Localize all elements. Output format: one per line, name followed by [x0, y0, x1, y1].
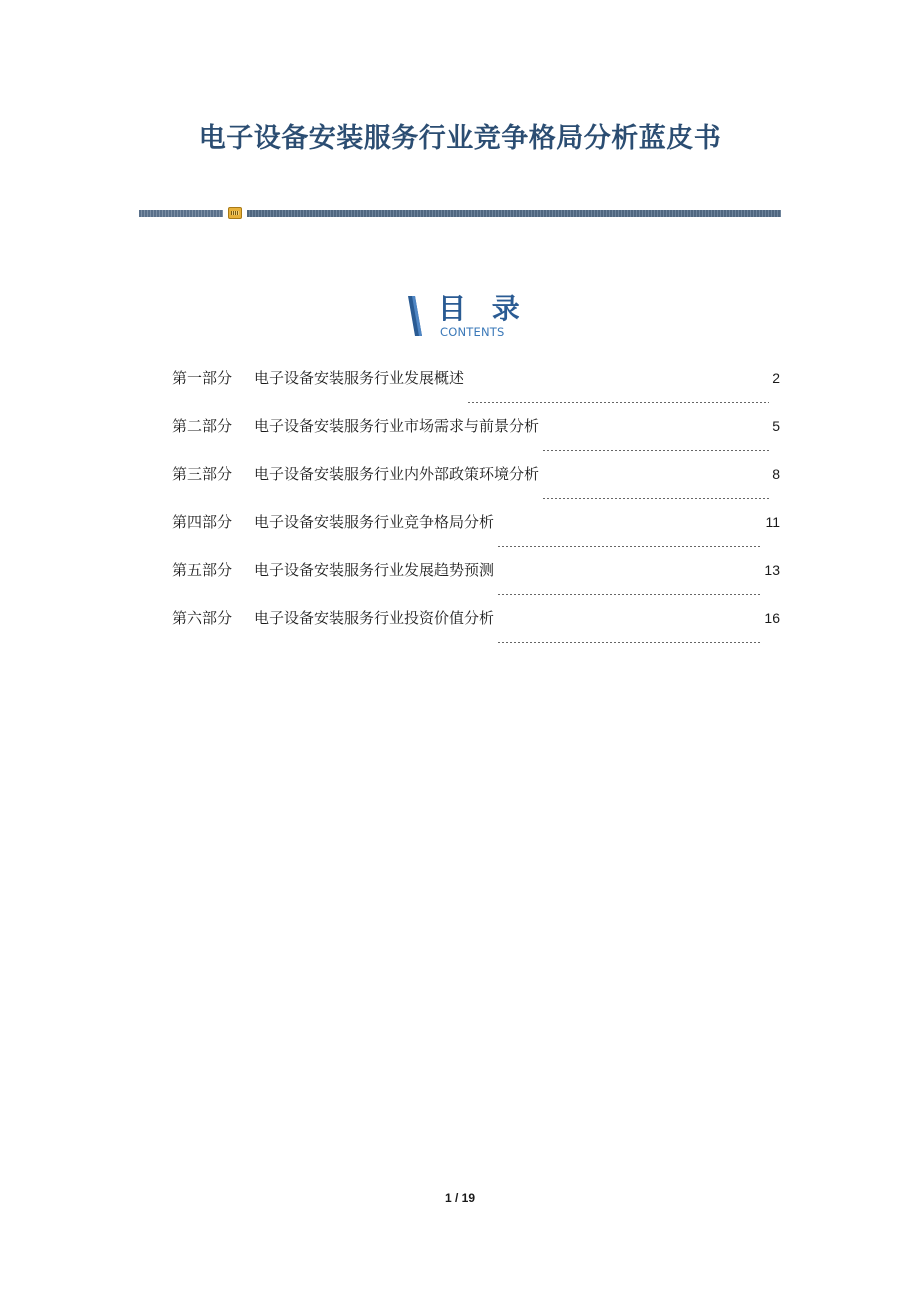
toc-entry-text: 电子设备安装服务行业竞争格局分析	[254, 513, 495, 531]
toc-entry-text: 电子设备安装服务行业发展趋势预测	[254, 561, 495, 579]
divider-right-segment	[247, 210, 781, 217]
toc-entry-page: 13	[764, 562, 780, 578]
toc-entry-leader	[497, 642, 761, 643]
toc-entry[interactable]	[172, 364, 780, 412]
document-title: 电子设备安装服务行业竞争格局分析蓝皮书	[198, 123, 722, 154]
toc-entry-leader	[467, 402, 769, 403]
toc-entry-text: 电子设备安装服务行业市场需求与前景分析	[254, 417, 540, 435]
divider-left-segment	[139, 210, 223, 217]
toc-entry[interactable]	[172, 604, 780, 652]
toc-entry-part: 第三部分	[172, 465, 233, 483]
toc-entry-page: 5	[772, 418, 780, 434]
toc-entry-text: 电子设备安装服务行业投资价值分析	[254, 609, 495, 627]
toc-entry-text: 电子设备安装服务行业内外部政策环境分析	[254, 465, 540, 483]
toc-entry-page: 8	[772, 466, 780, 482]
toc-header	[408, 294, 528, 340]
toc-entry-leader	[497, 594, 761, 595]
toc-subtitle: CONTENTS	[440, 325, 505, 339]
toc-entry-part: 第四部分	[172, 513, 233, 531]
toc-entry[interactable]	[172, 508, 780, 556]
toc-entry-page: 2	[772, 370, 780, 386]
toc-entry[interactable]	[172, 412, 780, 460]
toc-entry-leader	[542, 450, 769, 451]
toc-entry[interactable]	[172, 460, 780, 508]
page-indicator: 1 / 19	[444, 1191, 476, 1205]
toc-entry-part: 第五部分	[172, 561, 233, 579]
toc-entry-page: 16	[764, 610, 780, 626]
toc-entry-part: 第二部分	[172, 417, 233, 435]
toc-entry-part: 第一部分	[172, 369, 233, 387]
toc-entry-part: 第六部分	[172, 609, 233, 627]
toc-entry-page: 11	[765, 514, 780, 530]
toc-entry-text: 电子设备安装服务行业发展概述	[254, 369, 465, 387]
header-divider	[139, 209, 781, 218]
blue-slash-bar-icon	[408, 296, 422, 336]
chip-icon	[228, 207, 242, 219]
toc-entry[interactable]	[172, 556, 780, 604]
table-of-contents	[172, 364, 780, 652]
toc-entry-leader	[542, 498, 769, 499]
toc-title: 目 录	[438, 292, 528, 325]
toc-entry-leader	[497, 546, 762, 547]
